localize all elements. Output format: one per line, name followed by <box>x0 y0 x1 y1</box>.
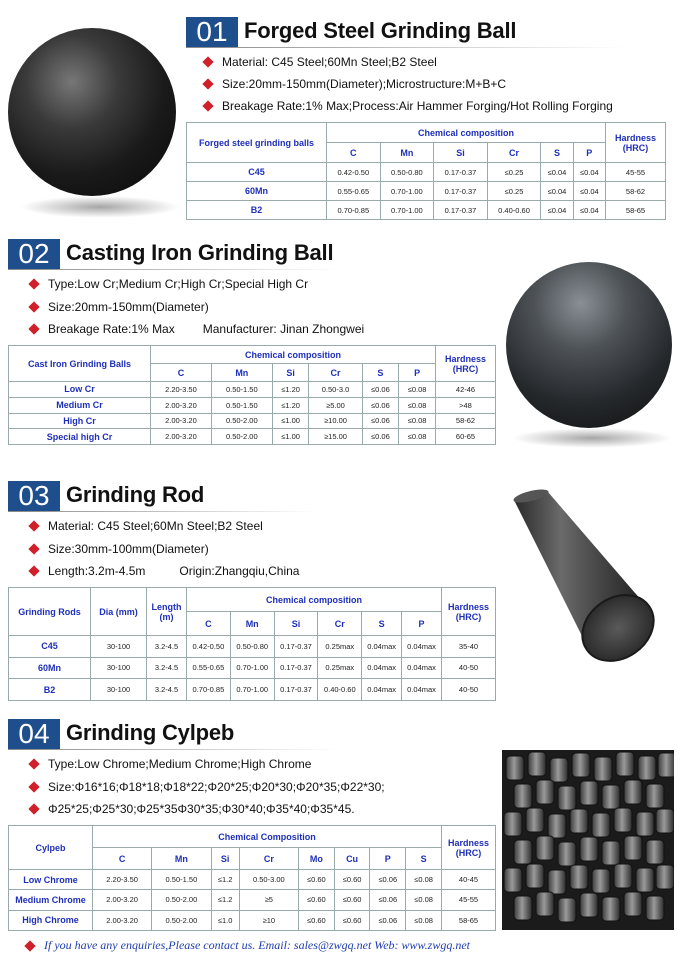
section-number: 02 <box>8 239 60 269</box>
bullet-length <box>30 564 299 578</box>
table-cell: 0.25max <box>318 636 362 658</box>
table-cell: ≤0.06 <box>362 382 399 398</box>
table-cell: 0.50-1.50 <box>211 382 272 398</box>
table-cell: 30-100 <box>91 657 147 679</box>
section-title: Casting Iron Grinding Ball <box>66 240 334 265</box>
table-cell: ≤1.20 <box>272 382 309 398</box>
row-label: Medium Cr <box>9 397 151 413</box>
footer-text: If you have any enquiries,Please contact us. Email: sales@zwgq.net Web: www.zwgq.net <box>44 938 470 952</box>
column-header: S <box>362 364 399 382</box>
bullet-size-continued <box>30 802 355 816</box>
table-cell: ≤0.04 <box>573 201 605 220</box>
table-cell: 0.70-1.00 <box>380 201 434 220</box>
row-label: C45 <box>187 163 327 182</box>
table-cell: 58-62 <box>436 413 496 429</box>
table-cell: ≤1.00 <box>272 413 309 429</box>
bullet-size <box>30 300 209 314</box>
table-cell: ≤0.60 <box>298 910 334 930</box>
table-cell: 0.04max <box>402 657 442 679</box>
table-cell: 0.50-3.0 <box>309 382 362 398</box>
table-cell: ≥5.00 <box>309 397 362 413</box>
diamond-bullet-icon <box>28 323 39 334</box>
table-cell: 0.17-0.37 <box>274 679 318 701</box>
table-cell: ≤0.08 <box>399 429 436 445</box>
bullet-text: Type:Low Cr;Medium Cr;High Cr;Special High Cr <box>48 277 309 291</box>
table-row <box>9 657 496 679</box>
column-header: Mo <box>298 848 334 870</box>
table-cell: 0.55-0.65 <box>187 657 231 679</box>
row-label: Low Chrome <box>9 870 93 890</box>
table-cell: 0.17-0.37 <box>434 182 488 201</box>
bullet-text: Size:30mm-100mm(Diameter) <box>48 542 209 556</box>
table-cell: ≤1.20 <box>272 397 309 413</box>
table-cell: 0.04max <box>362 657 402 679</box>
table-cell: ≤0.06 <box>370 910 406 930</box>
table-cell: 0.50-1.50 <box>211 397 272 413</box>
diamond-bullet-icon <box>202 56 213 67</box>
column-header: Si <box>272 364 309 382</box>
table-cell: 58-65 <box>606 201 666 220</box>
column-header: Cr <box>487 143 541 163</box>
table-cell: ≥15.00 <box>309 429 362 445</box>
table-cell: 0.17-0.37 <box>274 657 318 679</box>
diamond-bullet-icon <box>28 758 39 769</box>
table-row <box>9 397 496 413</box>
table-cell: 40-50 <box>442 657 496 679</box>
column-header: P <box>573 143 605 163</box>
table-cell: 35-40 <box>442 636 496 658</box>
column-header: Mn <box>230 612 274 636</box>
table-row <box>9 429 496 445</box>
column-header: Mn <box>211 364 272 382</box>
table-header: Hardness (HRC) <box>442 588 496 636</box>
column-header: Mn <box>152 848 211 870</box>
diamond-bullet-icon <box>28 565 39 576</box>
table-row <box>187 201 666 220</box>
diamond-bullet-icon <box>24 940 35 951</box>
table-cell: ≥5 <box>239 890 298 910</box>
table-group-header: Chemical Composition <box>93 826 442 848</box>
table-cell: ≤0.06 <box>370 870 406 890</box>
column-header: Cr <box>309 364 362 382</box>
table-cell: 0.70-1.00 <box>230 679 274 701</box>
column-header: P <box>370 848 406 870</box>
table-cell: 0.50-0.80 <box>380 163 434 182</box>
table-cell: 2.00-3.20 <box>151 429 212 445</box>
bullet-text: Size:Φ16*16;Φ18*18;Φ18*22;Φ20*25;Φ20*30;Φ20*35;Φ22*30; <box>48 780 385 794</box>
title-underline <box>8 749 338 750</box>
bullet-text: Material: C45 Steel;60Mn Steel;B2 Steel <box>222 55 437 69</box>
table-cell: 3.2-4.5 <box>147 679 187 701</box>
table-cell: 40-45 <box>442 870 496 890</box>
table-cell: 40-50 <box>442 679 496 701</box>
table-group-header: Chemical composition <box>187 588 442 612</box>
column-header: S <box>406 848 442 870</box>
table-cell: ≥10.00 <box>309 413 362 429</box>
row-label: B2 <box>9 679 91 701</box>
section-number: 03 <box>8 481 60 511</box>
section-title: Forged Steel Grinding Ball <box>244 18 517 43</box>
table-cell: ≤0.60 <box>298 890 334 910</box>
bullet-material <box>30 519 263 533</box>
table-cell: 0.70-0.85 <box>187 679 231 701</box>
title-underline <box>8 511 318 512</box>
bullet-text: Breakage Rate:1% Max;Process:Air Hammer Forging/Hot Rolling Forging <box>222 99 613 113</box>
table-cell: ≤0.04 <box>541 201 573 220</box>
column-header: Si <box>434 143 488 163</box>
table-cell: ≤1.00 <box>272 429 309 445</box>
column-header: C <box>151 364 212 382</box>
table-cell: 0.42-0.50 <box>187 636 231 658</box>
table-header: Hardness (HRC) <box>606 123 666 163</box>
table-cell: ≤0.08 <box>399 397 436 413</box>
table-cell: 2.00-3.20 <box>93 890 152 910</box>
row-label: Special high Cr <box>9 429 151 445</box>
table-cell: 0.50-2.00 <box>211 429 272 445</box>
bullet-size <box>204 77 506 91</box>
table-cell: ≤0.08 <box>406 890 442 910</box>
table-cell: ≤0.04 <box>541 182 573 201</box>
diamond-bullet-icon <box>28 803 39 814</box>
table-cell: ≤0.08 <box>406 910 442 930</box>
contact-footer <box>26 938 470 953</box>
table-header: Forged steel grinding balls <box>187 123 327 163</box>
column-header: Cr <box>318 612 362 636</box>
table-cell: 0.55-0.65 <box>327 182 381 201</box>
diamond-bullet-icon <box>28 520 39 531</box>
table-group-header: Chemical composition <box>327 123 606 143</box>
bullet-breakage <box>30 322 364 336</box>
table-row <box>187 163 666 182</box>
column-header: P <box>399 364 436 382</box>
ball-shadow <box>20 196 180 218</box>
row-label: B2 <box>187 201 327 220</box>
table-cell: 0.04max <box>362 636 402 658</box>
row-label: High Cr <box>9 413 151 429</box>
row-label: C45 <box>9 636 91 658</box>
ball-shadow <box>512 428 672 448</box>
diamond-bullet-icon <box>28 543 39 554</box>
bullet-text: Length:3.2m-4.5m <box>48 564 146 578</box>
section-title: Grinding Cylpeb <box>66 720 235 745</box>
table-cell: ≤0.06 <box>362 397 399 413</box>
table-cell: 0.70-0.85 <box>327 201 381 220</box>
title-underline <box>186 47 626 48</box>
table-cell: 3.2-4.5 <box>147 636 187 658</box>
table-header: Length (m) <box>147 588 187 636</box>
grinding-rod-composition-table <box>8 587 496 701</box>
table-cell: 45-55 <box>442 890 496 910</box>
bullet-text: Size:20mm-150mm(Diameter);Microstructure:M+B+C <box>222 77 507 91</box>
table-cell: ≤0.60 <box>334 870 370 890</box>
table-cell: 0.04max <box>362 679 402 701</box>
table-cell: 0.50-0.80 <box>230 636 274 658</box>
row-label: 60Mn <box>9 657 91 679</box>
table-cell: ≤0.06 <box>362 429 399 445</box>
table-cell: ≤0.04 <box>541 163 573 182</box>
column-header: S <box>362 612 402 636</box>
bullet-type <box>30 757 311 771</box>
table-cell: 30-100 <box>91 636 147 658</box>
table-cell: 0.40-0.60 <box>318 679 362 701</box>
table-cell: 45-55 <box>606 163 666 182</box>
table-cell: ≤0.25 <box>487 182 541 201</box>
table-cell: ≤0.25 <box>487 163 541 182</box>
table-cell: 0.25max <box>318 657 362 679</box>
table-header: Grinding Rods <box>9 588 91 636</box>
table-cell: 0.04max <box>402 679 442 701</box>
bullet-material <box>204 55 437 69</box>
table-cell: 2.00-3.20 <box>93 910 152 930</box>
table-cell: 3.2-4.5 <box>147 657 187 679</box>
column-header: Mn <box>380 143 434 163</box>
table-header: Dia (mm) <box>91 588 147 636</box>
table-cell: ≤0.60 <box>298 870 334 890</box>
cylpeb-image <box>502 750 674 930</box>
diamond-bullet-icon <box>28 781 39 792</box>
bullet-breakage <box>204 99 613 113</box>
cast-iron-ball-image <box>506 262 672 428</box>
column-header: Si <box>274 612 318 636</box>
section-number: 01 <box>186 17 238 47</box>
table-cell: 2.00-3.20 <box>151 413 212 429</box>
table-cell: 0.50-3.00 <box>239 870 298 890</box>
column-header: C <box>187 612 231 636</box>
table-cell: ≤0.08 <box>406 870 442 890</box>
diamond-bullet-icon <box>202 78 213 89</box>
table-group-header: Chemical composition <box>151 346 436 364</box>
table-cell: 2.00-3.20 <box>151 397 212 413</box>
diamond-bullet-icon <box>28 301 39 312</box>
table-row <box>9 910 496 930</box>
cast-iron-ball-composition-table <box>8 345 496 445</box>
table-cell: ≤0.60 <box>334 910 370 930</box>
table-row <box>9 382 496 398</box>
forged-steel-ball-image <box>8 28 176 196</box>
bullet-text: Φ25*25;Φ25*30;Φ25*35Φ30*35;Φ30*40;Φ35*40;Φ35*45. <box>48 802 355 816</box>
row-label: High Chrome <box>9 910 93 930</box>
cylpeb-pile-graphic <box>502 750 674 930</box>
section-number: 04 <box>8 719 60 749</box>
column-header: Cu <box>334 848 370 870</box>
title-underline <box>8 269 338 270</box>
section-title: Grinding Rod <box>66 482 205 507</box>
table-header: Cylpeb <box>9 826 93 870</box>
table-cell: >48 <box>436 397 496 413</box>
table-cell: 0.50-2.00 <box>152 890 211 910</box>
table-row <box>9 870 496 890</box>
table-cell: 0.17-0.37 <box>274 636 318 658</box>
table-cell: 0.50-1.50 <box>152 870 211 890</box>
row-label: Low Cr <box>9 382 151 398</box>
table-cell: 58-62 <box>606 182 666 201</box>
column-header: P <box>402 612 442 636</box>
table-cell: ≤0.06 <box>362 413 399 429</box>
table-cell: 2.20-3.50 <box>151 382 212 398</box>
table-header: Hardness (HRC) <box>442 826 496 870</box>
bullet-text: Breakage Rate:1% Max <box>48 322 175 336</box>
bullet-text: Manufacturer: Jinan Zhongwei <box>202 322 365 336</box>
table-cell: ≤1.0 <box>211 910 239 930</box>
table-row <box>9 413 496 429</box>
table-cell: 0.40-0.60 <box>487 201 541 220</box>
table-cell: 0.70-1.00 <box>230 657 274 679</box>
table-row <box>9 890 496 910</box>
column-header: C <box>93 848 152 870</box>
diamond-bullet-icon <box>202 100 213 111</box>
table-cell: 0.42-0.50 <box>327 163 381 182</box>
table-cell: ≤0.60 <box>334 890 370 910</box>
diamond-bullet-icon <box>28 278 39 289</box>
row-label: 60Mn <box>187 182 327 201</box>
cylpeb-composition-table <box>8 825 496 931</box>
table-header: Cast Iron Grinding Balls <box>9 346 151 382</box>
column-header: C <box>327 143 381 163</box>
bullet-size <box>30 780 385 794</box>
table-cell: 30-100 <box>91 679 147 701</box>
column-header: Si <box>211 848 239 870</box>
table-cell: 0.17-0.37 <box>434 201 488 220</box>
table-cell: 58-65 <box>442 910 496 930</box>
table-cell: ≤0.08 <box>399 413 436 429</box>
column-header: Cr <box>239 848 298 870</box>
table-cell: ≤0.08 <box>399 382 436 398</box>
row-label: Medium Chrome <box>9 890 93 910</box>
table-cell: 42-46 <box>436 382 496 398</box>
table-cell: 2.20-3.50 <box>93 870 152 890</box>
bullet-text: Size:20mm-150mm(Diameter) <box>48 300 209 314</box>
table-cell: 0.04max <box>402 636 442 658</box>
table-cell: 0.17-0.37 <box>434 163 488 182</box>
table-cell: ≤0.04 <box>573 163 605 182</box>
table-cell: ≤0.06 <box>370 890 406 910</box>
table-cell: 0.70-1.00 <box>380 182 434 201</box>
table-cell: ≥10 <box>239 910 298 930</box>
table-row <box>9 636 496 658</box>
table-cell: ≤0.04 <box>573 182 605 201</box>
bullet-size <box>30 542 209 556</box>
table-cell: 0.50-2.00 <box>152 910 211 930</box>
table-cell: ≤1.2 <box>211 870 239 890</box>
table-header: Hardness (HRC) <box>436 346 496 382</box>
bullet-text: Type:Low Chrome;Medium Chrome;High Chrome <box>48 757 312 771</box>
table-cell: 60-65 <box>436 429 496 445</box>
table-cell: 0.50-2.00 <box>211 413 272 429</box>
bullet-text: Origin:Zhangqiu,China <box>179 564 300 578</box>
forged-ball-composition-table <box>186 122 666 220</box>
table-row <box>9 679 496 701</box>
grinding-rod-image <box>500 488 676 668</box>
table-row <box>187 182 666 201</box>
table-cell: ≤1.2 <box>211 890 239 910</box>
bullet-text: Material: C45 Steel;60Mn Steel;B2 Steel <box>48 519 263 533</box>
column-header: S <box>541 143 573 163</box>
bullet-type <box>30 277 308 291</box>
